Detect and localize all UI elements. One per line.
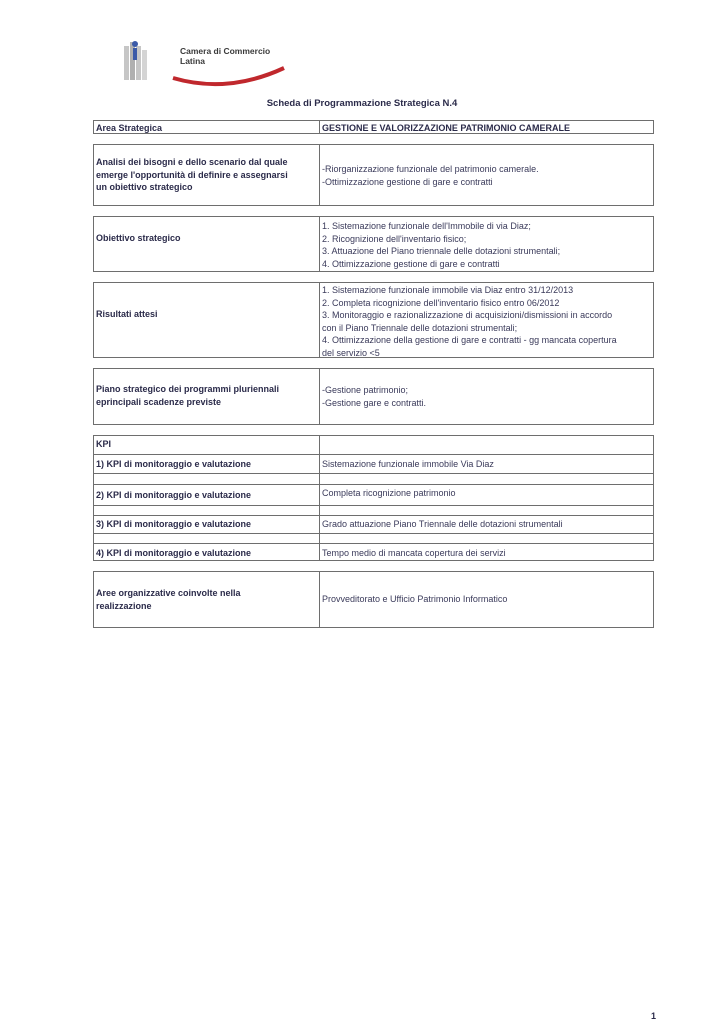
piano-value-line: -Gestione gare e contratti. xyxy=(322,397,427,408)
obiettivo-table xyxy=(93,216,654,272)
analisi-label-line: un obiettivo strategico xyxy=(96,182,193,192)
kpi-row xyxy=(94,515,653,533)
aree-table xyxy=(93,571,654,628)
kpi-value: Tempo medio di mancata copertura dei servizi xyxy=(322,548,506,558)
piano-table xyxy=(93,368,654,425)
piano-label-line: eprincipali scadenze previste xyxy=(96,396,222,407)
risultati-value-line: 2. Completa ricognizione dell'inventario fisico entro 06/2012 xyxy=(322,297,560,308)
kpi-label: 3) KPI di monitoraggio e valutazione xyxy=(96,519,252,529)
analisi-value-line: -Riorganizzazione funzionale del patrimonio camerale. xyxy=(322,164,539,174)
analisi-value-line: -Ottimizzazione gestione di gare e contratti xyxy=(322,176,493,187)
area-strategica-value: GESTIONE E VALORIZZAZIONE PATRIMONIO CAMERALE xyxy=(322,123,571,133)
aree-label-line: Aree organizzative coinvolte nella xyxy=(96,588,241,598)
kpi-header-row xyxy=(94,436,653,454)
piano-value-line: -Gestione patrimonio; xyxy=(322,385,409,395)
piano-value xyxy=(322,384,651,409)
risultati-value-line: del servizio <5 xyxy=(322,347,380,358)
piano-label-line: Piano strategico dei programmi pluriennali xyxy=(96,384,280,394)
risultati-value-line: con il Piano Triennale delle dotazioni strumentali; xyxy=(322,322,518,333)
aree-label-line: realizzazione xyxy=(96,600,152,611)
page-number: 1 xyxy=(650,1011,656,1021)
chamber-logo xyxy=(118,38,288,88)
kpi-value: Sistemazione funzionale immobile Via Diaz xyxy=(322,459,494,469)
kpi-value: Completa ricognizione patrimonio xyxy=(322,488,456,498)
kpi-header: KPI xyxy=(96,439,112,449)
analisi-label xyxy=(96,156,316,194)
kpi-table xyxy=(93,435,654,561)
kpi-row xyxy=(94,484,653,505)
analisi-value xyxy=(322,163,651,188)
risultati-value-line: 1. Sistemazione funzionale immobile via Diaz entro 31/12/2013 xyxy=(322,285,574,295)
logo-line-2: Latina xyxy=(180,56,206,66)
obiettivo-value-line: 2. Ricognizione dell'inventario fisico; xyxy=(322,233,467,244)
kpi-label: 4) KPI di monitoraggio e valutazione xyxy=(96,548,252,558)
aree-label xyxy=(96,587,316,612)
risultati-value-line: 4. Ottimizzazione della gestione di gare e contratti - gg mancata copertura xyxy=(322,335,617,345)
analisi-label-line: Analisi dei bisogni e dello scenario dal quale xyxy=(96,157,288,167)
obiettivo-value-line: 4. Ottimizzazione gestione di gare e contratti xyxy=(322,258,500,269)
obiettivo-value-line: 1. Sistemazione funzionale dell'Immobile di via Diaz; xyxy=(322,221,531,231)
analisi-table xyxy=(93,144,654,206)
obiettivo-value xyxy=(322,220,651,270)
kpi-spacer-row xyxy=(94,473,653,484)
logo-line-1: Camera di Commercio xyxy=(180,46,271,56)
risultati-value-line: 3. Monitoraggio e razionalizzazione di acquisizioni/dismissioni in accordo xyxy=(322,310,613,320)
kpi-row xyxy=(94,543,653,562)
obiettivo-value-line: 3. Attuazione del Piano triennale delle dotazioni strumentali; xyxy=(322,246,561,256)
risultati-value xyxy=(322,284,651,359)
piano-label xyxy=(96,383,316,408)
kpi-label: 1) KPI di monitoraggio e valutazione xyxy=(96,459,252,469)
area-strategica-table xyxy=(93,120,654,134)
area-strategica-label: Area Strategica xyxy=(96,123,163,133)
kpi-spacer-row xyxy=(94,505,653,515)
obiettivo-label: Obiettivo strategico xyxy=(96,233,181,243)
aree-value: Provveditorato e Ufficio Patrimonio Informatico xyxy=(322,594,508,604)
kpi-spacer-row xyxy=(94,533,653,543)
kpi-row xyxy=(94,454,653,473)
risultati-label: Risultati attesi xyxy=(96,309,158,319)
page-title: Scheda di Programmazione Strategica N.4 xyxy=(266,98,458,109)
kpi-value: Grado attuazione Piano Triennale delle dotazioni strumentali xyxy=(322,519,563,529)
analisi-label-line: emerge l'opportunità di definire e assegnarsi xyxy=(96,169,288,180)
kpi-label: 2) KPI di monitoraggio e valutazione xyxy=(96,490,252,500)
risultati-table xyxy=(93,282,654,358)
